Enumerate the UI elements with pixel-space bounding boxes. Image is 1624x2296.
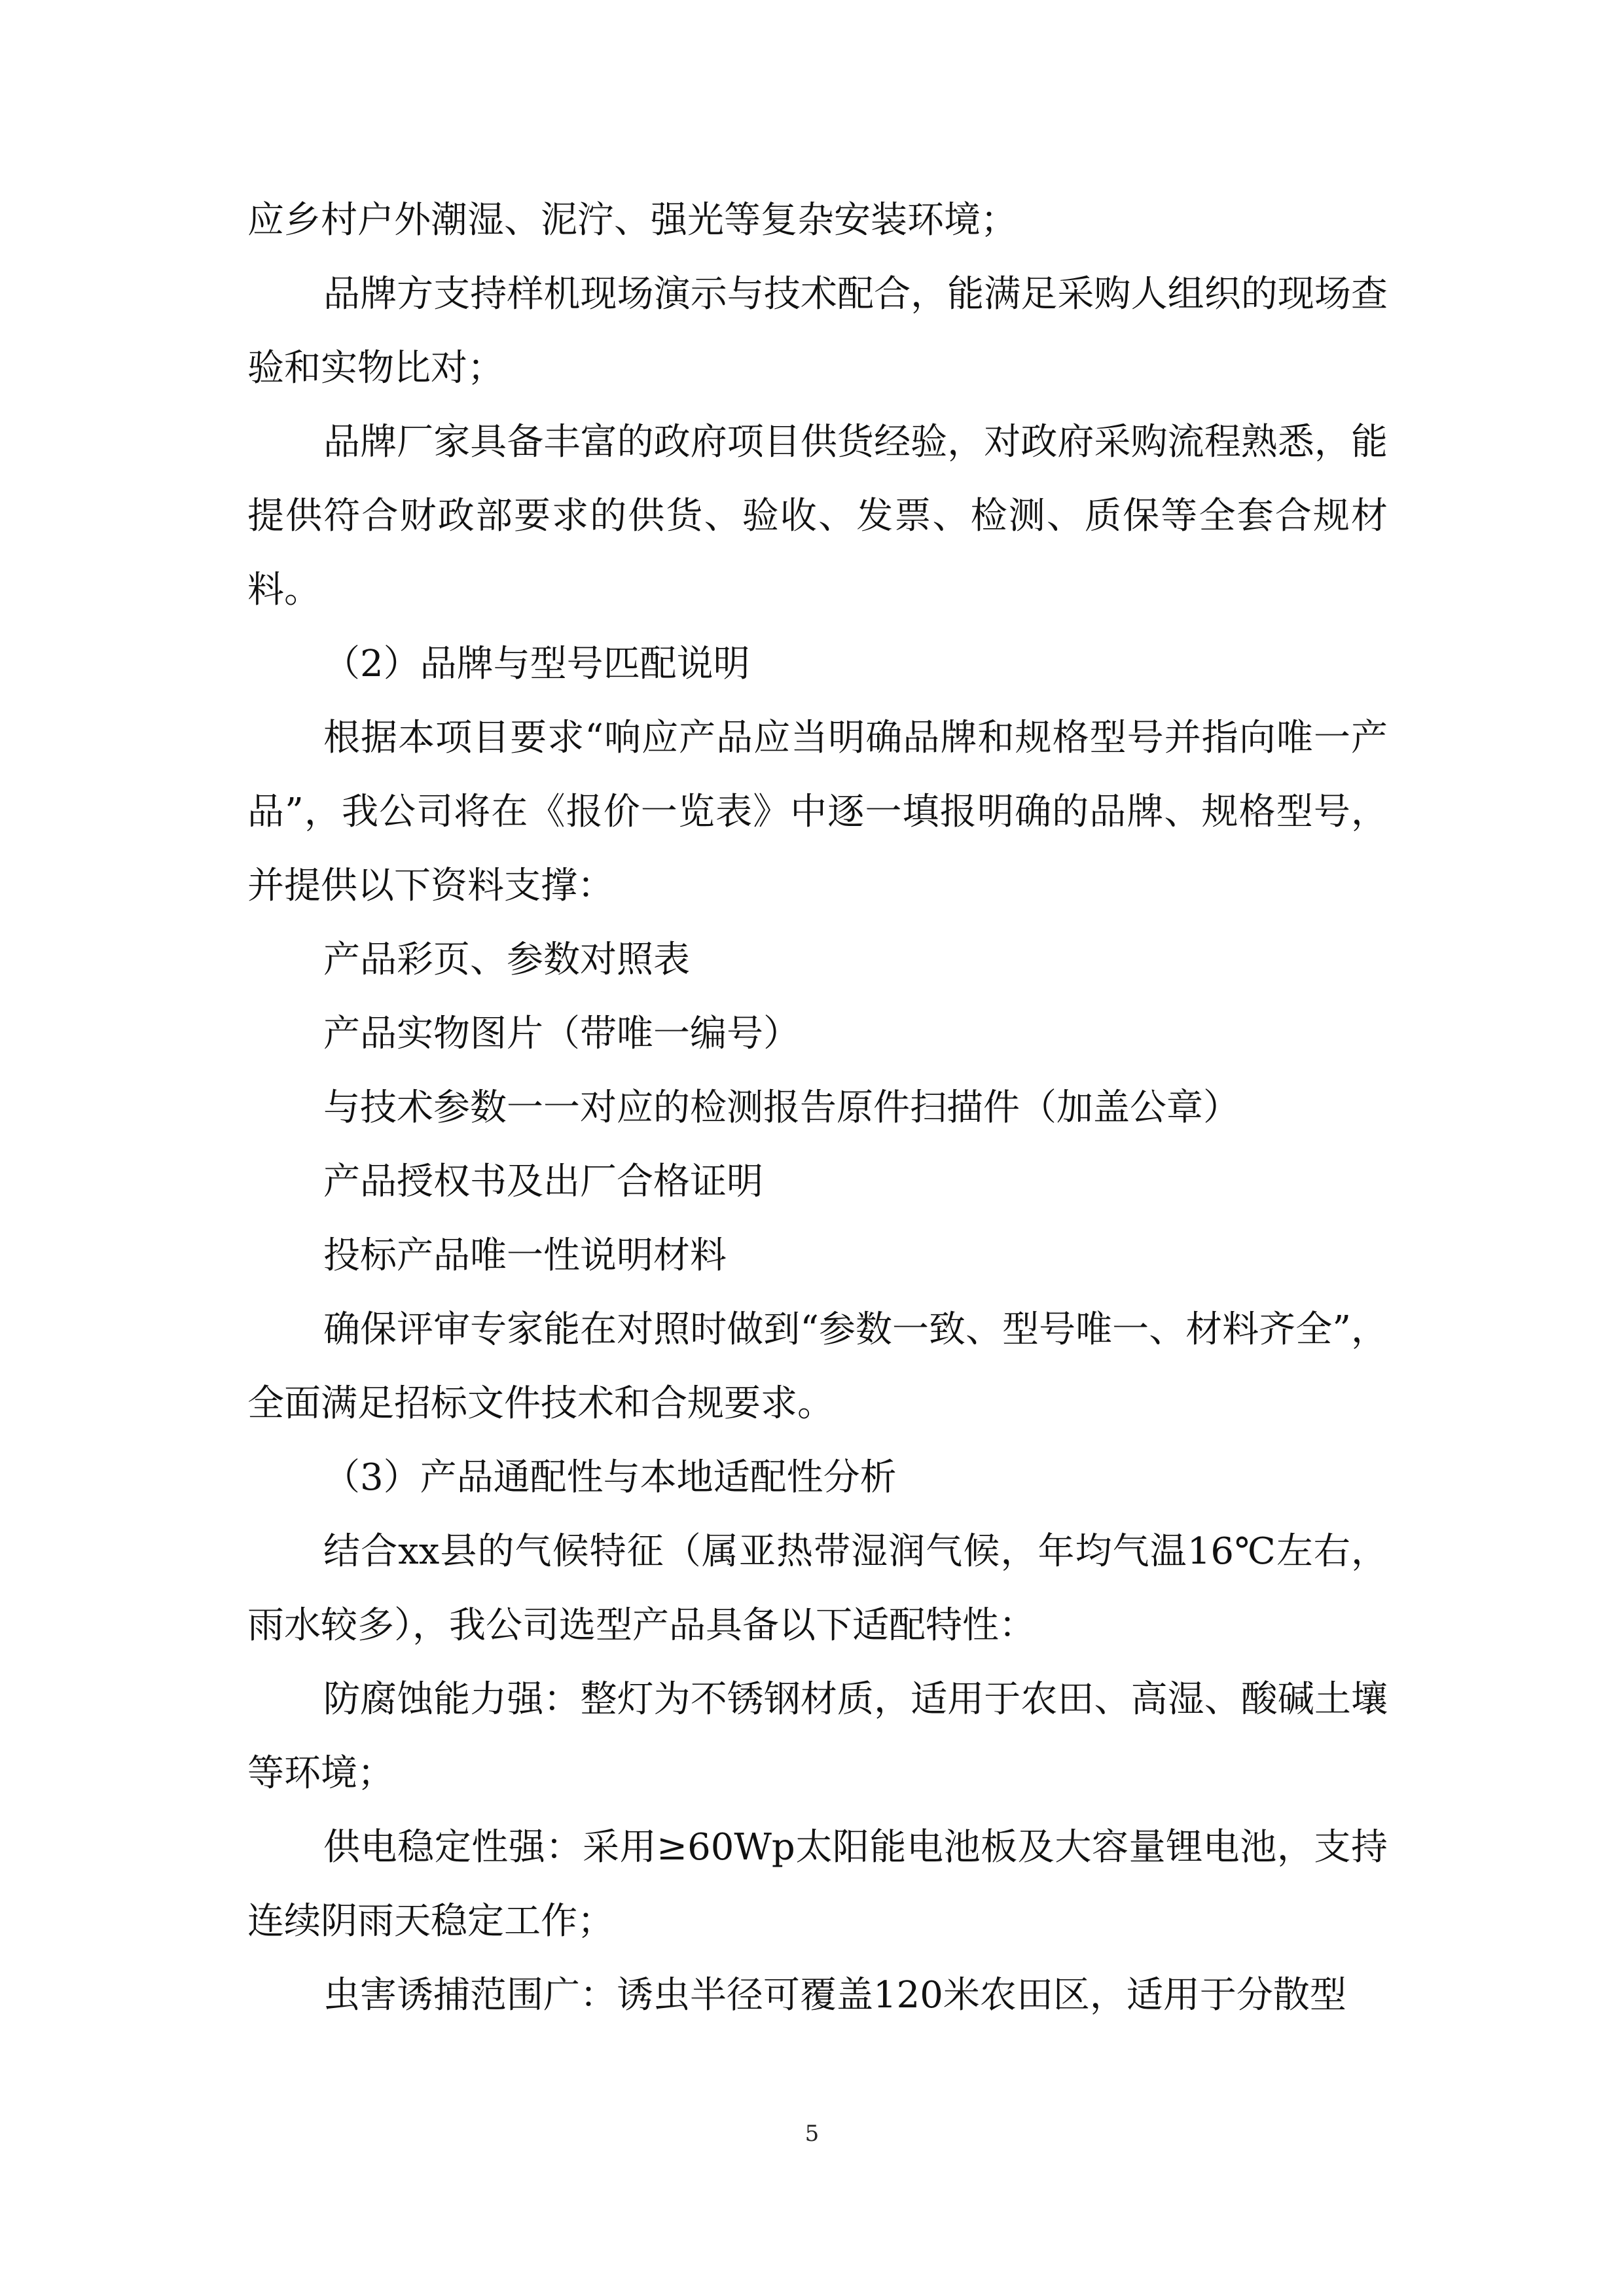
list-item: 投标产品唯一性说明材料 bbox=[323, 1234, 727, 1277]
list-item: 产品授权书及出厂合格证明 bbox=[323, 1160, 763, 1203]
list-item: 产品实物图片（带唯一编号） bbox=[323, 1013, 800, 1055]
paragraph: 防腐蚀能力强：整灯为不锈钢材质，适用于农田、高湿、酸碱土壤等环境； bbox=[247, 1678, 1388, 1795]
paragraph-continuation: 应乡村户外潮湿、泥泞、强光等复杂安装环境； bbox=[247, 199, 1017, 242]
paragraph: 供电稳定性强：采用≥60Wp太阳能电池板及大容量锂电池，支持连续阴雨天稳定工作； bbox=[247, 1826, 1388, 1943]
paragraph: 确保评审专家能在对照时做到“参数一致、型号唯一、材料齐全”，全面满足招标文件技术和合规要求。 bbox=[247, 1308, 1388, 1425]
page-number: 5 bbox=[804, 2121, 820, 2147]
paragraph: 根据本项目要求“响应产品应当明确品牌和规格型号并指向唯一产品”，我公司将在《报价一览表》中逐一填报明确的品牌、规格型号，并提供以下资料支撑： bbox=[247, 717, 1388, 907]
paragraph: 品牌方支持样机现场演示与技术配合，能满足采购人组织的现场查验和实物比对； bbox=[247, 273, 1388, 389]
section-heading: （2）品牌与型号匹配说明 bbox=[323, 643, 750, 685]
section-heading: （3）产品通配性与本地适配性分析 bbox=[323, 1456, 897, 1499]
paragraph: 结合xx县的气候特征（属亚热带湿润气候，年均气温16℃左右，雨水较多），我公司选型产品具备以下适配特性： bbox=[247, 1530, 1388, 1647]
list-item: 产品彩页、参数对照表 bbox=[323, 939, 690, 981]
paragraph: 品牌厂家具备丰富的政府项目供货经验，对政府采购流程熟悉，能提供符合财政部要求的供货、验收、发票、检测、质保等全套合规材料。 bbox=[247, 421, 1388, 611]
list-item: 与技术参数一一对应的检测报告原件扫描件（加盖公章） bbox=[323, 1086, 1240, 1129]
document-body bbox=[247, 183, 1388, 2032]
paragraph: 虫害诱捕范围广：诱虫半径可覆盖120米农田区，适用于分散型 bbox=[323, 1974, 1346, 2017]
